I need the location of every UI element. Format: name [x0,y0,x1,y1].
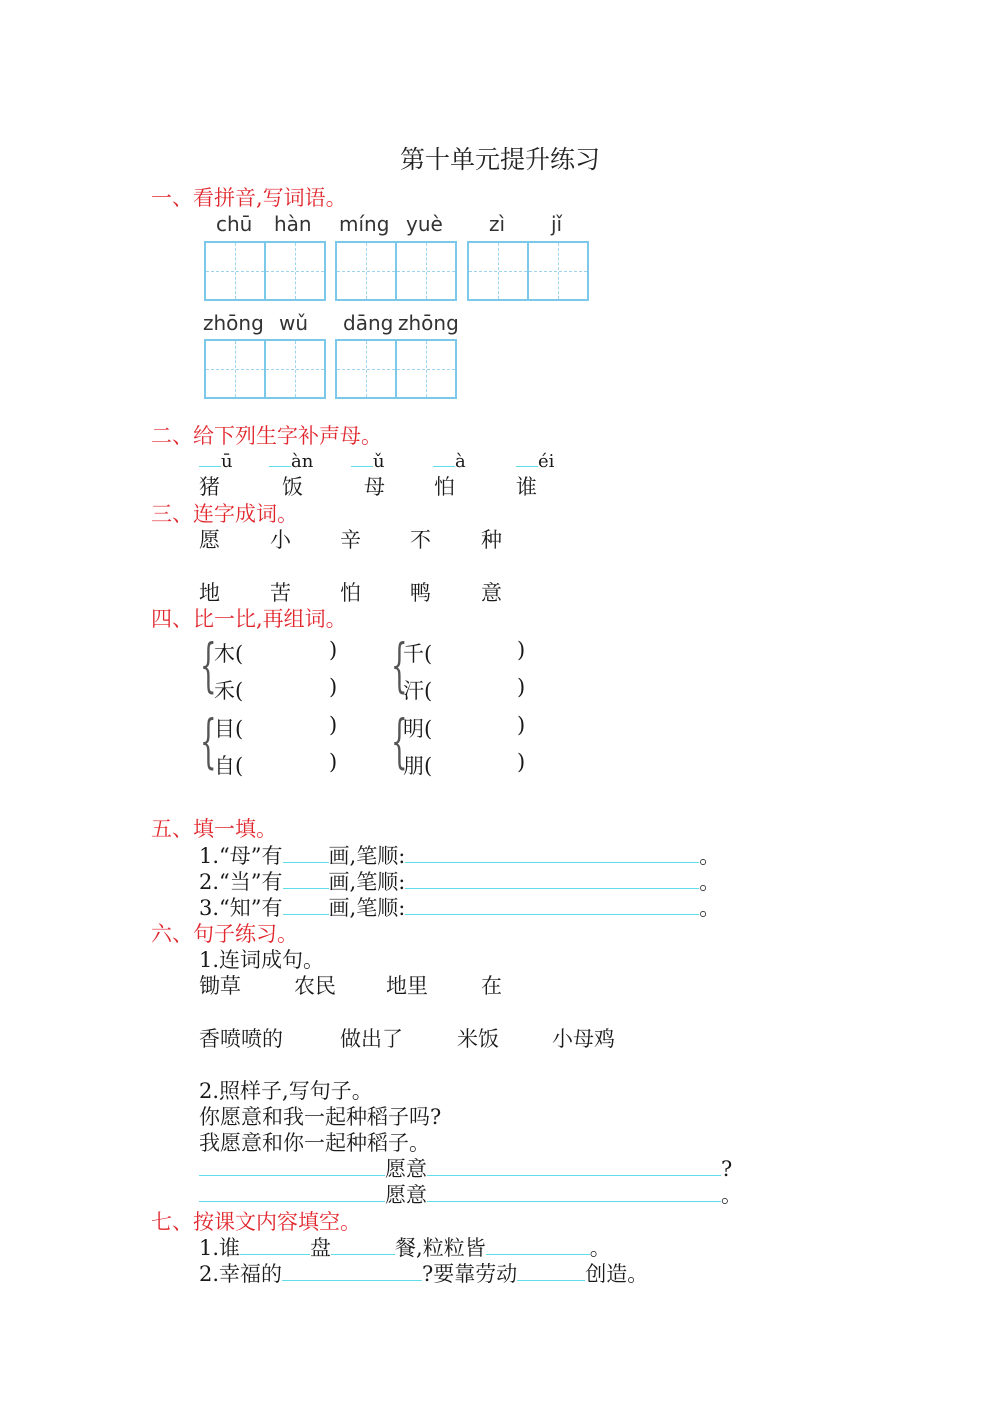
character: 母 [364,475,385,499]
final: àn [291,451,314,472]
final: ū [221,451,233,472]
character: 谁 [516,475,537,499]
fill-end: 。 [699,896,721,920]
poem-blank[interactable] [240,1236,310,1255]
word-char[interactable]: 鸭 [410,581,431,605]
writing-grid[interactable] [335,241,457,301]
word-char[interactable]: 意 [481,581,502,605]
pinyin: yuè [406,212,443,236]
writing-grid[interactable] [204,339,326,399]
word-chip[interactable]: 农民 [294,974,336,998]
fill-word: 愿意 [385,1183,427,1207]
example-sentence: 你愿意和我一起种稻子吗? [199,1105,442,1129]
initial-blank-item[interactable] [269,448,313,472]
word-char[interactable]: 辛 [340,528,361,552]
compare-char: 汗( [403,679,433,703]
pinyin: dāng [343,311,394,335]
stroke-count-blank[interactable] [283,844,329,863]
compare-char: 自( [214,754,244,778]
section-6-heading: 六、句子练习。 [151,922,298,946]
final: éi [538,451,555,472]
word-char[interactable]: 不 [410,528,431,552]
character: 饭 [282,475,303,499]
section-7-heading: 七、按课文内容填空。 [151,1210,361,1234]
final: à [455,451,466,472]
word-char[interactable]: 种 [481,528,502,552]
pinyin: wǔ [279,311,309,335]
fill-mid: 画,笔顺: [328,896,406,920]
section-1-heading: 一、看拼音,写词语。 [151,186,347,210]
section-3-heading: 三、连字成词。 [151,502,298,526]
pinyin: zhōng [398,311,459,335]
writing-grid[interactable] [335,339,457,399]
fill-prefix: 1.“母”有 [199,844,283,868]
text-blank[interactable] [282,1262,422,1281]
word-chip[interactable]: 小母鸡 [552,1027,615,1051]
section-5-heading: 五、填一填。 [151,817,277,841]
text-blank[interactable] [517,1262,585,1281]
fill-text: 餐,粒粒皆 [395,1236,486,1260]
paren-close: ) [329,750,338,774]
brace-icon: { [200,631,217,699]
section-4-heading: 四、比一比,再组词。 [151,607,347,631]
compare-char: 禾( [214,679,244,703]
writing-grid[interactable] [467,241,589,301]
compare-char: 木( [214,642,244,666]
word-char[interactable]: 怕 [340,581,361,605]
word-chip[interactable]: 米饭 [457,1027,499,1051]
word-chip[interactable]: 锄草 [199,974,241,998]
paren-close: ) [517,713,526,737]
character: 怕 [434,475,455,499]
pinyin: zì [489,212,506,236]
stroke-order-blank[interactable] [405,870,699,889]
word-chip[interactable]: 在 [481,974,502,998]
word-chip[interactable]: 做出了 [340,1027,403,1051]
pinyin: chū [216,212,253,236]
fill-prefix: 2.“当”有 [199,870,283,894]
initial-blank-item[interactable] [351,448,385,472]
pinyin: míng [339,212,390,236]
fill-end: 。 [699,844,721,868]
sentence-fill-line [199,1179,742,1209]
section-2-heading: 二、给下列生字补声母。 [151,424,382,448]
fill-mid: 画,笔顺: [328,844,406,868]
stroke-order-blank[interactable] [405,844,699,863]
pinyin: hàn [274,212,312,236]
predicate-blank[interactable] [427,1157,721,1176]
character: 猪 [199,475,220,499]
paren-close: ) [517,750,526,774]
word-char[interactable]: 苦 [270,581,291,605]
paren-close: ) [517,638,526,662]
word-char[interactable]: 小 [270,528,291,552]
brace-icon: { [391,631,408,699]
fill-end: ? [721,1157,733,1181]
example-sentence: 我愿意和你一起种稻子。 [199,1131,430,1155]
initial-blank-item[interactable] [516,448,554,472]
fill-text: 创造。 [585,1262,649,1286]
question-label: 2.照样子,写句子。 [199,1079,373,1103]
poem-blank[interactable] [331,1236,395,1255]
word-char[interactable]: 愿 [199,528,220,552]
paren-close: ) [517,675,526,699]
fill-text: 2.幸福的 [199,1262,283,1286]
text-fill-line [199,1258,648,1288]
fill-mid: 画,笔顺: [328,870,406,894]
paren-close: ) [329,713,338,737]
compare-char: 朋( [403,754,433,778]
pinyin: zhōng [203,311,264,335]
paren-close: ) [329,638,338,662]
word-chip[interactable]: 香喷喷的 [199,1027,283,1051]
page-title: 第十单元提升练习 [399,145,600,174]
fill-text: ?要靠劳动 [422,1262,518,1286]
poem-blank[interactable] [486,1236,590,1255]
initial-blank-item[interactable] [199,448,233,472]
fill-text: 盘 [310,1236,332,1260]
brace-icon: { [391,707,408,775]
fill-prefix: 3.“知”有 [199,896,283,920]
predicate-blank[interactable] [427,1183,721,1202]
compare-char: 明( [403,717,433,741]
subject-blank[interactable] [199,1157,385,1176]
fill-word: 愿意 [385,1157,427,1181]
compare-char: 千( [403,642,433,666]
pinyin: jǐ [551,212,563,236]
fill-end: 。 [721,1183,742,1207]
subject-blank[interactable] [199,1183,385,1202]
stroke-count-blank[interactable] [283,870,329,889]
word-char[interactable]: 地 [199,581,220,605]
paren-close: ) [329,675,338,699]
initial-blank-item[interactable] [433,448,466,472]
writing-grid[interactable] [204,241,326,301]
question-label: 1.连词成句。 [199,948,325,972]
compare-char: 目( [214,717,244,741]
word-chip[interactable]: 地里 [386,974,428,998]
fill-end: 。 [699,870,721,894]
brace-icon: { [200,707,217,775]
final: ǔ [373,451,385,472]
stroke-order-blank[interactable] [405,896,699,915]
fill-text: 1.谁 [199,1236,241,1260]
stroke-count-blank[interactable] [283,896,329,915]
fill-text: 。 [589,1236,611,1260]
